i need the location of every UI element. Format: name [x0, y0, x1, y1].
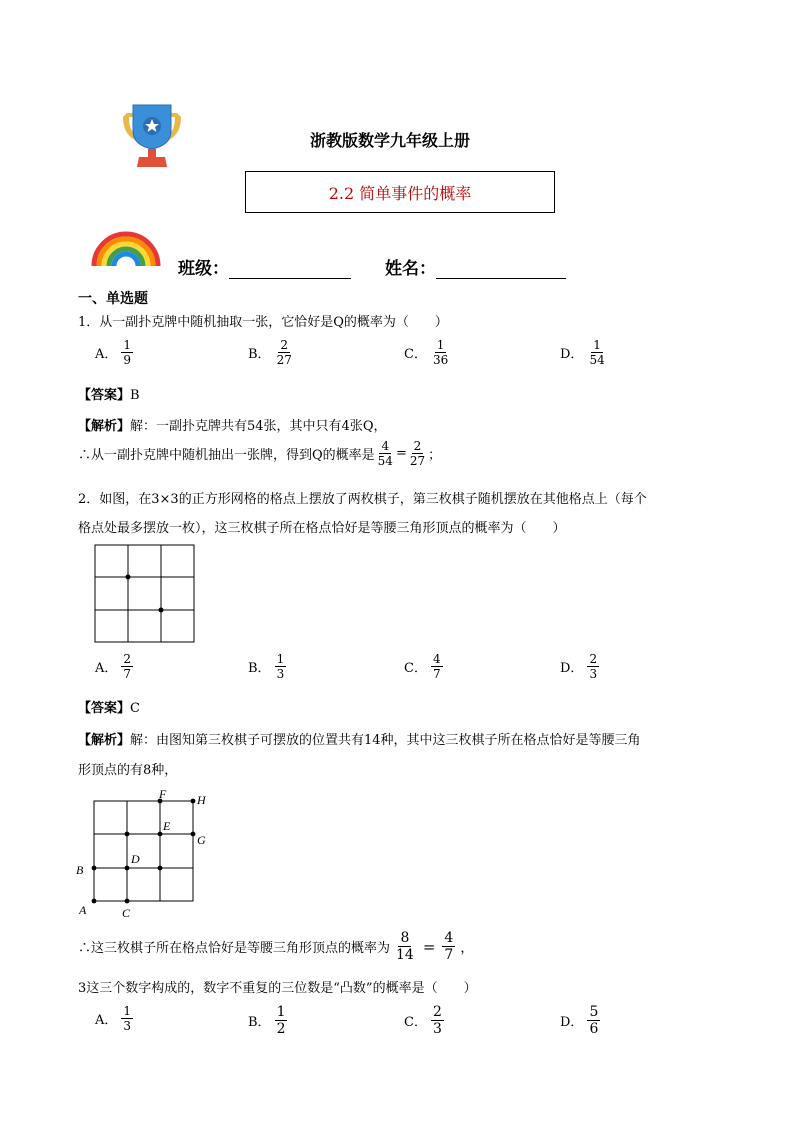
equals-sign: = [422, 937, 436, 956]
class-label: 班级： [178, 259, 229, 279]
option-fraction: $\frac{1}{9}$ [123, 338, 132, 367]
q2-analysis-2: 形顶点的有8种， [78, 763, 178, 778]
point-label-h: H [197, 793, 206, 807]
analysis-tag: 【解析】 [78, 733, 131, 748]
equals-sign: = [395, 446, 407, 461]
option-fraction: $\frac{1}{3}$ [276, 652, 285, 681]
option-letter: D． [560, 661, 584, 676]
point-label-f: F [159, 787, 167, 801]
q3-option-d[interactable] [560, 1005, 601, 1036]
q2-grid-figure [94, 544, 196, 650]
rainbow-icon [90, 226, 162, 272]
option-letter: D． [560, 1015, 584, 1030]
option-letter: C． [404, 1015, 427, 1030]
point-label-c: C [122, 906, 131, 920]
option-fraction: $\frac{2}{7}$ [123, 652, 132, 681]
answer-tag: 【答案】 [78, 388, 131, 403]
option-fraction: $\frac{4}{7}$ [432, 652, 441, 681]
option-letter: B． [248, 347, 271, 362]
section-title: 一、单选题 [78, 291, 148, 307]
q3-option-a[interactable] [95, 1005, 134, 1032]
option-fraction: $\frac{1}{2}$ [276, 1004, 286, 1037]
q1-option-d[interactable] [560, 339, 608, 366]
answer-tag: 【答案】 [78, 701, 131, 716]
book-title: 浙教版数学九年级上册 [310, 131, 471, 150]
q3-option-b[interactable] [248, 1005, 288, 1036]
q2-stem-line-1: 2．如图，在3×3的正方形网格的格点上摆放了两枚棋子，第三枚棋子随机摆放在其他格点上（每个 [78, 492, 647, 507]
analysis-tag: 【解析】 [78, 419, 131, 434]
option-letter: B． [248, 661, 271, 676]
point-label-d: D [131, 852, 140, 866]
option-letter: A． [95, 347, 118, 362]
option-fraction: $\frac{1}{3}$ [123, 1004, 132, 1033]
answer-value: C [130, 701, 140, 716]
option-letter: A． [95, 1013, 118, 1028]
option-letter: C． [404, 661, 427, 676]
lesson-title-box [245, 171, 555, 213]
name-label: 姓名： [385, 259, 436, 279]
option-letter: C． [404, 347, 427, 362]
q1-analysis-1 [78, 415, 387, 434]
fraction: $\frac{4}{54}$ [377, 439, 393, 468]
option-fraction: $\frac{2}{3}$ [589, 652, 598, 681]
fraction: $\frac{2}{27}$ [409, 439, 426, 468]
q1-option-c[interactable] [404, 339, 451, 366]
option-fraction: $\frac{1}{36}$ [432, 338, 449, 367]
name-blank[interactable] [436, 260, 566, 279]
option-letter: D． [560, 347, 584, 362]
q3-option-c[interactable] [404, 1005, 445, 1036]
point-label-e: E [163, 819, 171, 833]
analysis-text: 解：一副扑克牌共有54张，其中只有4张Q， [130, 419, 387, 434]
option-fraction: $\frac{2}{3}$ [432, 1004, 442, 1037]
analysis-text: ∴这三枚棋子所在格点恰好是等腰三角形顶点的概率为 [78, 941, 391, 956]
q1-option-b[interactable] [248, 339, 295, 366]
analysis-text: ∴从一副扑克牌中随机抽出一张牌，得到Q的概率是 [78, 448, 375, 463]
q2-option-c[interactable] [404, 653, 444, 680]
option-letter: B． [248, 1015, 271, 1030]
q1-analysis-2 [78, 440, 441, 467]
option-letter: A． [95, 661, 118, 676]
trophy-icon [117, 103, 187, 173]
analysis-text: 解：由图知第三枚棋子可摆放的位置共有14种，其中这三枚棋子所在格点恰好是等腰三角 [130, 733, 641, 748]
q2-analysis-3 [78, 931, 473, 962]
fraction: $\frac{8}{14}$ [396, 930, 414, 963]
option-fraction: $\frac{1}{54}$ [589, 338, 605, 367]
lesson-title: 2.2 简单事件的概率 [328, 183, 472, 203]
point-label-b: B [76, 863, 84, 877]
analysis-text: ； [428, 448, 442, 463]
q3-stem: 3这三个数字构成的，数字不重复的三位数是“凸数”的概率是（ ） [78, 981, 477, 996]
class-field [178, 254, 351, 279]
q1-answer [78, 384, 140, 403]
q2-stem-line-2: 格点处最多摆放一枚），这三枚棋子所在格点恰好是等腰三角形顶点的概率为（ ） [78, 521, 566, 536]
q1-option-a[interactable] [95, 339, 134, 366]
q2-option-d[interactable] [560, 653, 600, 680]
analysis-text: ， [460, 941, 474, 956]
q1-stem: 1．从一副扑克牌中随机抽取一张，它恰好是Q的概率为（ ） [78, 315, 448, 330]
point-label-a: A [79, 903, 87, 917]
q2-option-a[interactable] [95, 653, 134, 680]
answer-value: B [130, 388, 140, 403]
q2-answer [78, 697, 140, 716]
option-fraction: $\frac{2}{27}$ [276, 338, 292, 367]
fraction: $\frac{4}{7}$ [444, 930, 454, 963]
class-blank[interactable] [229, 260, 351, 279]
point-label-g: G [197, 833, 206, 847]
option-fraction: $\frac{5}{6}$ [589, 1004, 599, 1037]
q2-labeled-grid-figure [74, 786, 214, 928]
name-field [385, 254, 566, 279]
q2-option-b[interactable] [248, 653, 287, 680]
q2-analysis-1 [78, 729, 641, 748]
